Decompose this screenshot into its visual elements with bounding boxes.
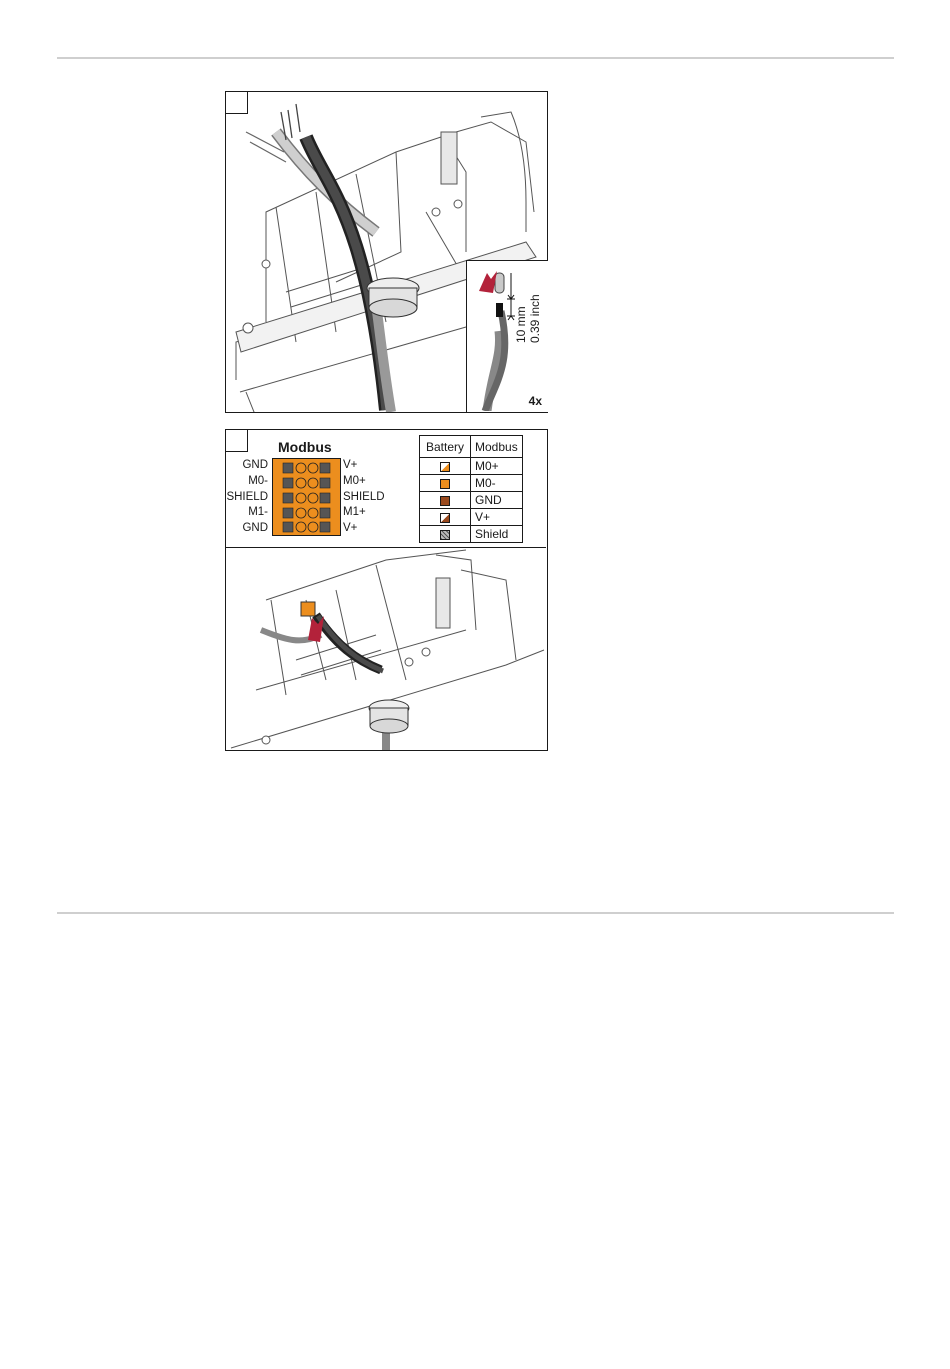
strip-length-imperial: 0.39 inch [528,294,542,343]
pin-right-4: M1+ [343,506,366,518]
pin-left-5: GND [242,522,268,534]
table-header-modbus: Modbus [471,436,523,458]
pin-right-3: SHIELD [343,491,385,503]
pin-right-1: V+ [343,459,358,471]
step-number-box [226,430,248,452]
table-cell-label: V+ [471,509,523,526]
pull-arrow-icon [479,271,497,293]
figure-modbus-wiring [225,429,548,751]
table-cell-label: M0+ [471,458,523,475]
step-number-box [226,92,248,114]
figure-cable-stripping [225,91,548,413]
pin-right-5: V+ [343,522,358,534]
terminal-plug-illustration [226,430,546,750]
pin-left-3: SHIELD [226,491,268,503]
pin-left-4: M1- [248,506,268,518]
modbus-title: Modbus [278,439,332,455]
table-header-battery: Battery [420,436,471,458]
strip-length-metric: 10 mm [514,306,528,343]
table-cell-label: Shield [471,526,523,543]
pin-left-2: M0- [248,475,268,487]
table-cell-label: GND [471,492,523,509]
multiplier-label: 4x [528,394,542,408]
pin-left-1: GND [242,459,268,471]
header-rule [57,57,894,59]
strip-length-inset [466,260,548,412]
pin-right-2: M0+ [343,475,366,487]
footer-rule [57,912,894,914]
table-cell-label: M0- [471,475,523,492]
